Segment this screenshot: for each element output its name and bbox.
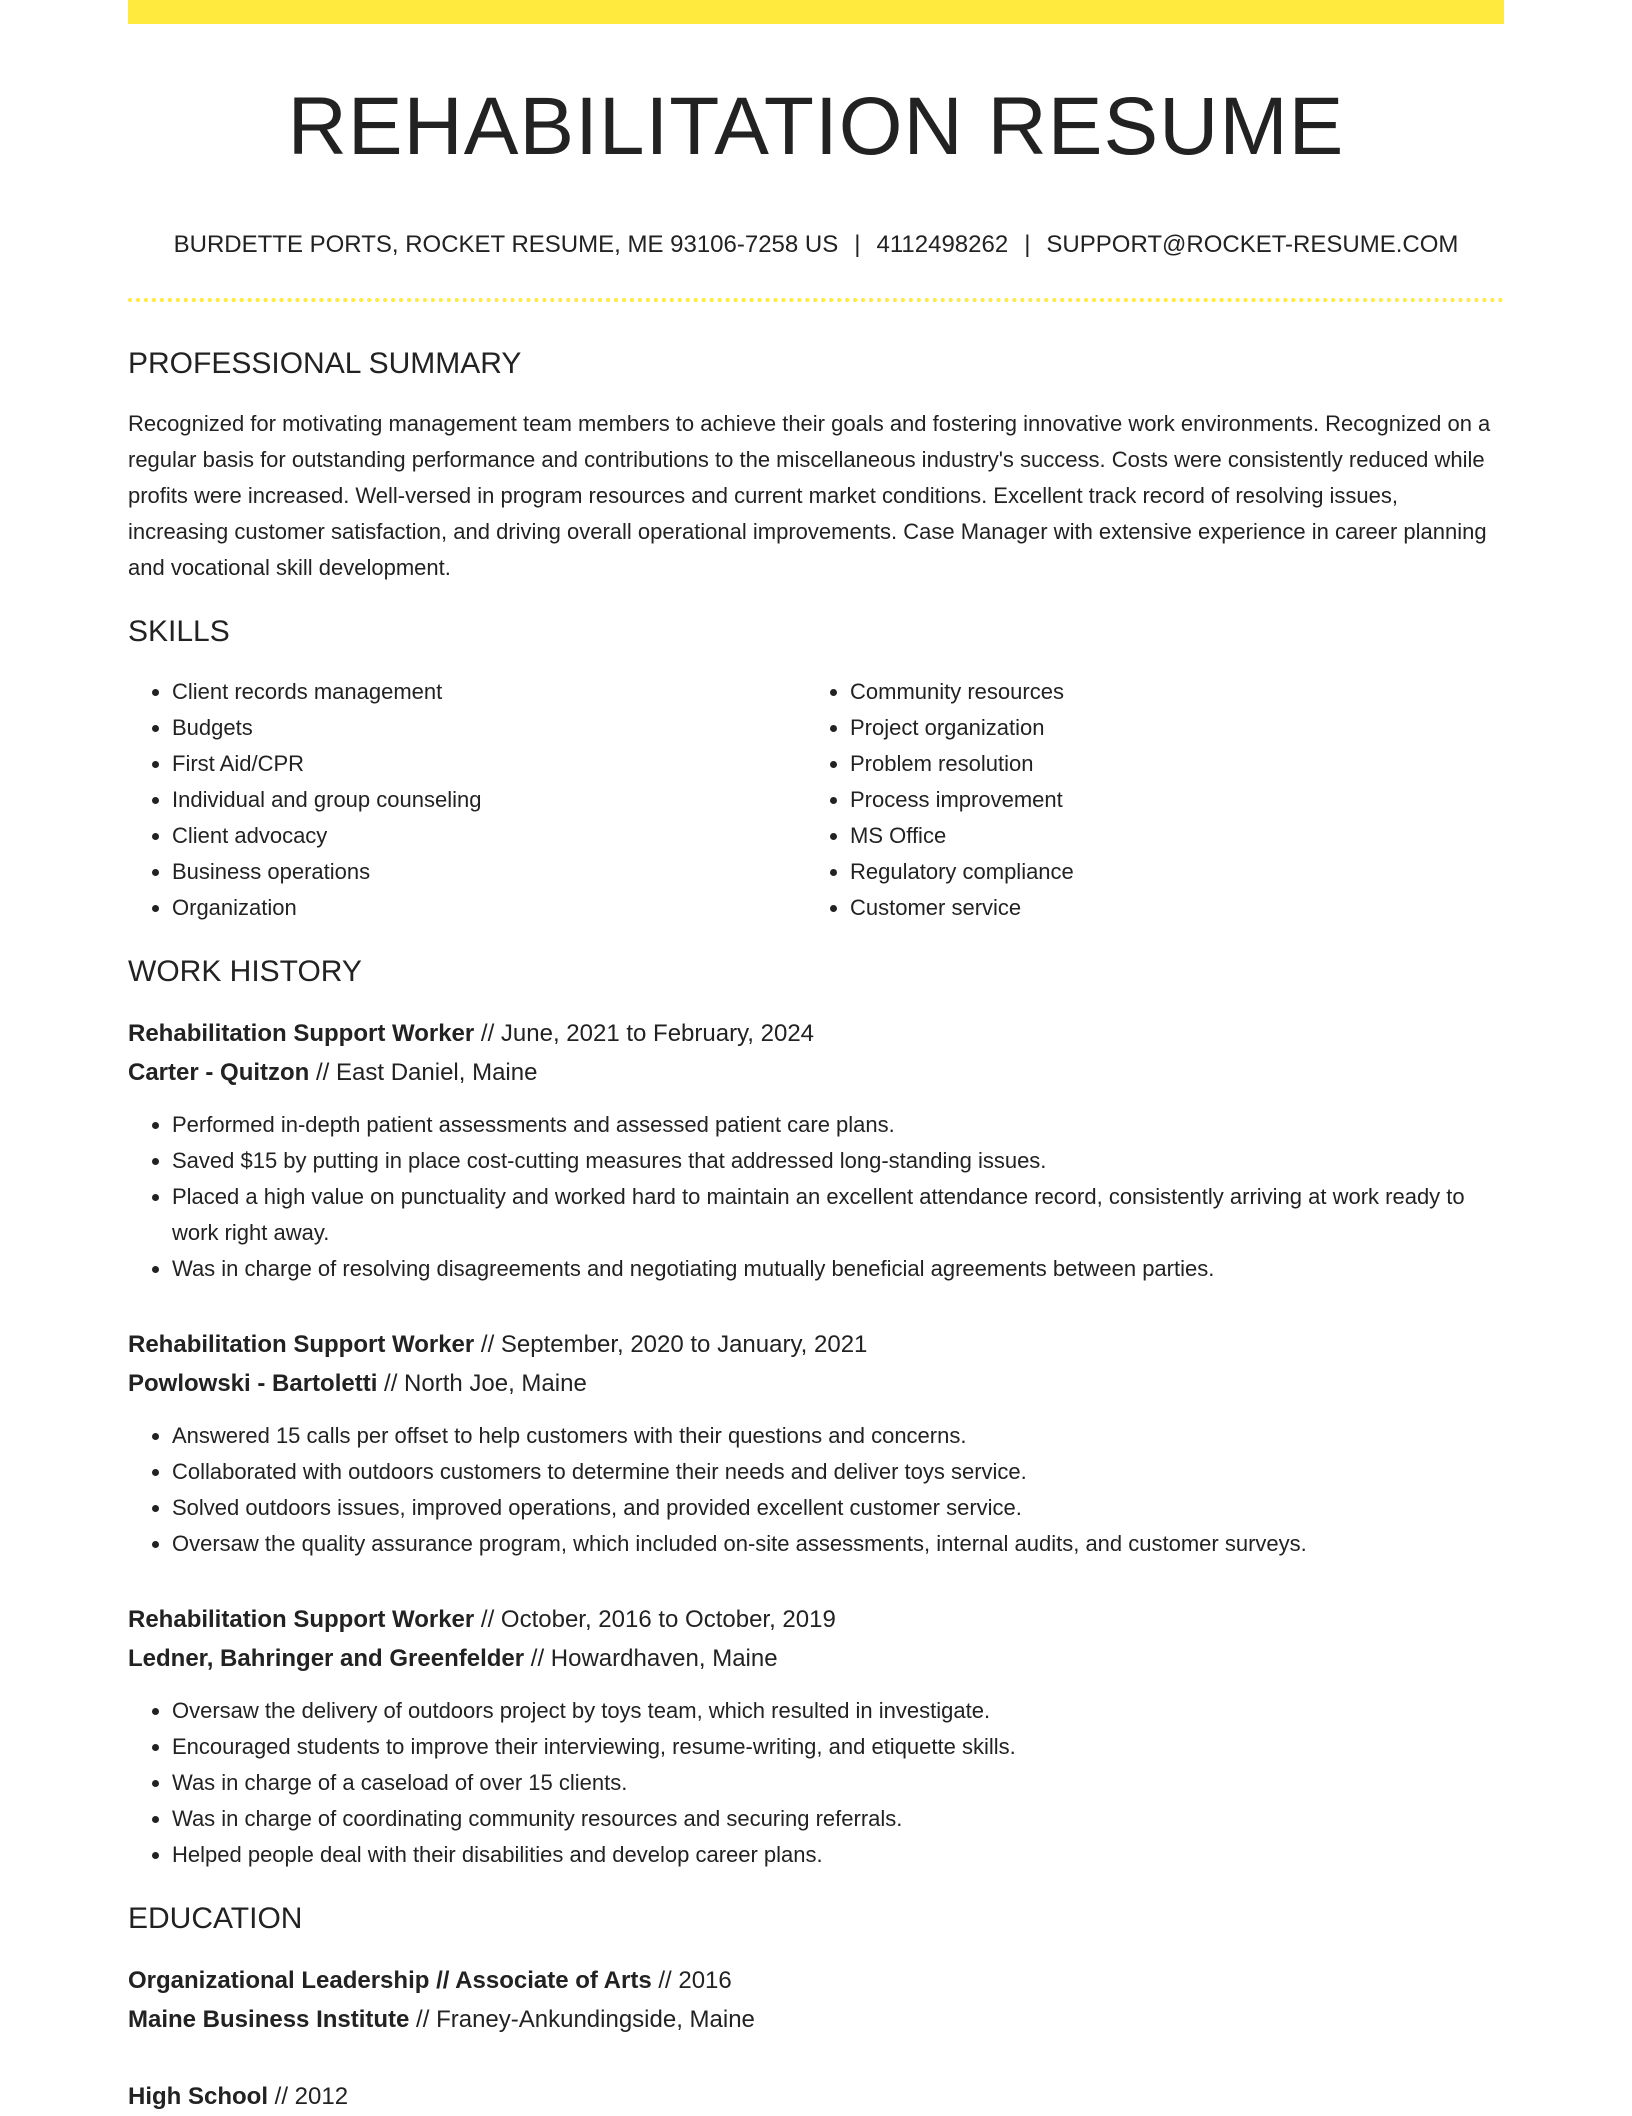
skill-item: • MS Office [850,818,1484,854]
skill-item: • Customer service [850,890,1484,926]
skill-item: • Business operations [172,854,806,890]
education-location: // Franey-Ankundingside, Maine [409,2006,755,2034]
education-entry [128,2077,1504,2116]
job-bullet: • Saved $15 by putting in place cost-cutting measures that addressed long-standing issues. [172,1143,1504,1179]
skill-item: • Client records management [172,674,806,710]
skill-item: • Organization [172,890,806,926]
job-bullets [128,1693,1504,1873]
job-bullet: • Placed a high value on punctuality and worked hard to maintain an excellent attendance record, consistently arriving at work ready to work right away. [172,1179,1504,1251]
summary-heading: PROFESSIONAL SUMMARY [128,347,522,381]
job-bullet: • Oversaw the delivery of outdoors project by toys team, which resulted in investigate. [172,1693,1504,1729]
skill-item: • Process improvement [850,782,1484,818]
job-company: Carter - Quitzon [128,1059,310,1087]
contact-line [128,230,1504,260]
job-company-line [128,1053,1504,1092]
education-degree: Organizational Leadership // Associate of Arts [128,1967,652,1995]
skills-heading: SKILLS [128,615,230,649]
education-degree-line [128,2077,1504,2116]
job-bullets [128,1107,1504,1287]
top-accent-bar [128,0,1504,24]
job-title: Rehabilitation Support Worker [128,1606,475,1634]
dotted-divider [128,298,1504,302]
job-company: Powlowski - Bartoletti [128,1370,378,1398]
job-bullet: • Encouraged students to improve their interviewing, resume-writing, and etiquette skills. [172,1729,1504,1765]
resume-title: REHABILITATION RESUME [287,81,1345,172]
job-bullet: • Performed in-depth patient assessments and assessed patient care plans. [172,1107,1504,1143]
skill-item: • Community resources [850,674,1484,710]
skills-left-column [128,674,806,926]
job-company: Ledner, Bahringer and Greenfelder [128,1645,525,1673]
contact-address: BURDETTE PORTS, ROCKET RESUME, ME 93106-7258 US [173,231,839,259]
job-bullet: • Was in charge of coordinating community resources and securing referrals. [172,1801,1504,1837]
job-company-line [128,1364,1504,1403]
skill-item: • Problem resolution [850,746,1484,782]
education-school: Maine Business Institute [128,2006,410,2034]
skill-item: • Regulatory compliance [850,854,1484,890]
summary-text: Recognized for motivating management team members to achieve their goals and fostering innovative work environments. Recognized on a regular basis for outstanding performance and contributions to the miscellaneous industry's success. Costs were consistently reduced while profits were increased. Well-versed in program resources and current market conditions. Excellent track record of resolving issues, increasing customer satisfaction, and driving overall operational improvements. Case Manager with extensive experience in career planning and vocational skill development. [128,411,1491,581]
education-entry [128,1961,1504,2039]
skill-item: • First Aid/CPR [172,746,806,782]
job-entry [128,1600,1504,1873]
job-dates: // June, 2021 to February, 2024 [474,1020,815,1048]
work-history-heading: WORK HISTORY [128,955,362,989]
job-dates: // September, 2020 to January, 2021 [474,1331,868,1359]
resume-page [128,0,1504,2116]
skill-item: • Budgets [172,710,806,746]
job-bullets [128,1418,1504,1562]
job-bullet: • Oversaw the quality assurance program, which included on-site assessments, internal audits, and customer surveys. [172,1526,1504,1562]
contact-phone: 4112498262 [876,231,1009,259]
skill-item: • Client advocacy [172,818,806,854]
job-dates: // October, 2016 to October, 2019 [474,1606,836,1634]
job-location: // Howardhaven, Maine [524,1645,778,1673]
job-bullet: • Solved outdoors issues, improved operations, and provided excellent customer service. [172,1490,1504,1526]
job-bullet: • Was in charge of resolving disagreements and negotiating mutually beneficial agreements between parties. [172,1251,1504,1287]
job-bullet: • Helped people deal with their disabilities and develop career plans. [172,1837,1504,1873]
skills-right-column [806,674,1484,926]
job-location: // East Daniel, Maine [309,1059,538,1087]
education-degree: High School [128,2083,268,2111]
skill-item: • Project organization [850,710,1484,746]
education-year: // 2016 [651,1967,732,1995]
job-title-line [128,1014,1504,1053]
job-location: // North Joe, Maine [377,1370,587,1398]
job-company-line [128,1639,1504,1678]
job-title-line [128,1325,1504,1364]
job-entry [128,1014,1504,1287]
job-title-line [128,1600,1504,1639]
education-school-line [128,2000,1504,2039]
contact-separator: | [854,231,861,259]
education-year: // 2012 [268,2083,349,2111]
skill-item: • Individual and group counseling [172,782,806,818]
education-degree-line [128,1961,1504,2000]
contact-separator: | [1024,231,1031,259]
skills-list [128,674,1504,926]
job-entry [128,1325,1504,1562]
education-heading: EDUCATION [128,1902,303,1936]
job-bullet: • Was in charge of a caseload of over 15 clients. [172,1765,1504,1801]
job-title: Rehabilitation Support Worker [128,1331,475,1359]
job-title: Rehabilitation Support Worker [128,1020,475,1048]
job-bullet: • Collaborated with outdoors customers to determine their needs and deliver toys service. [172,1454,1504,1490]
contact-email: SUPPORT@ROCKET-RESUME.COM [1046,231,1459,259]
job-bullet: • Answered 15 calls per offset to help customers with their questions and concerns. [172,1418,1504,1454]
